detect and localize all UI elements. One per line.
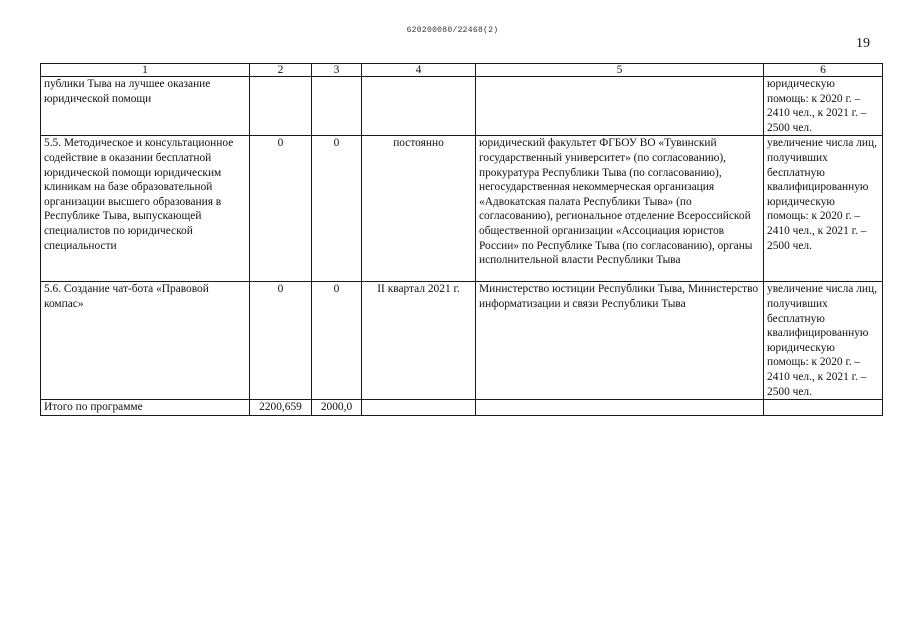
table-row: [41, 400, 883, 416]
table-cell: 5.6. Создание чат-бота «Правовой компас»: [41, 282, 250, 400]
column-header: 4: [362, 64, 476, 77]
table-cell: 0: [250, 136, 312, 282]
table-cell: [764, 400, 883, 416]
table-cell: [476, 400, 764, 416]
table-cell: увеличение числа лиц, получивших бесплатную квалифицированную юридическую помощь: к 2020 г. – 2410 чел., к 2021 г. – 2500 чел.: [764, 282, 883, 400]
column-header: 1: [41, 64, 250, 77]
table-cell: [362, 77, 476, 136]
table-row: [41, 136, 883, 282]
table-cell: Министерство юстиции Республики Тыва, Министерство информатизации и связи Республики Тыва: [476, 282, 764, 400]
table-cell: 5.5. Методическое и консультационное содействие в оказании бесплатной юридической помощи юридическим клиникам на базе образовательной организации высшего образования в Республике Тыва, выпускающей специалистов по юридической специальности: [41, 136, 250, 282]
column-header: 5: [476, 64, 764, 77]
table-cell: постоянно: [362, 136, 476, 282]
table-row: [41, 282, 883, 400]
table-cell: II квартал 2021 г.: [362, 282, 476, 400]
table-cell: юридический факультет ФГБОУ ВО «Тувинский государственный университет» (по согласованию), прокуратура Республики Тыва (по согласованию), негосударственная некоммерческая организация «Адвокатская палата Республики Тыва» (по согласованию), региональное отделение Всероссийской общественной организации «Ассоциация юристов России» по Республике Тыва (по согласованию), органы исполнительной власти Республики Тыва: [476, 136, 764, 282]
page-number: 19: [856, 36, 870, 51]
table-cell: Итого по программе: [41, 400, 250, 416]
column-header: 2: [250, 64, 312, 77]
column-header: 3: [312, 64, 362, 77]
table-cell: 0: [250, 282, 312, 400]
table-cell: [476, 77, 764, 136]
document-id: 620200080/22468(2): [406, 26, 499, 35]
column-header: 6: [764, 64, 883, 77]
table-row: [41, 77, 883, 136]
table-cell: [312, 77, 362, 136]
program-table: [40, 63, 883, 416]
table-cell: 2200,659: [250, 400, 312, 416]
table-header-row: [41, 64, 883, 77]
table-cell: [250, 77, 312, 136]
table-cell: [362, 400, 476, 416]
table-cell: публики Тыва на лучшее оказание юридической помощи: [41, 77, 250, 136]
table-cell: 2000,0: [312, 400, 362, 416]
table-cell: 0: [312, 282, 362, 400]
table-cell: увеличение числа лиц, получивших бесплатную квалифицированную юридическую помощь: к 2020 г. – 2410 чел., к 2021 г. – 2500 чел.: [764, 136, 883, 282]
table-cell: 0: [312, 136, 362, 282]
table-cell: юридическую помощь: к 2020 г. – 2410 чел., к 2021 г. – 2500 чел.: [764, 77, 883, 136]
